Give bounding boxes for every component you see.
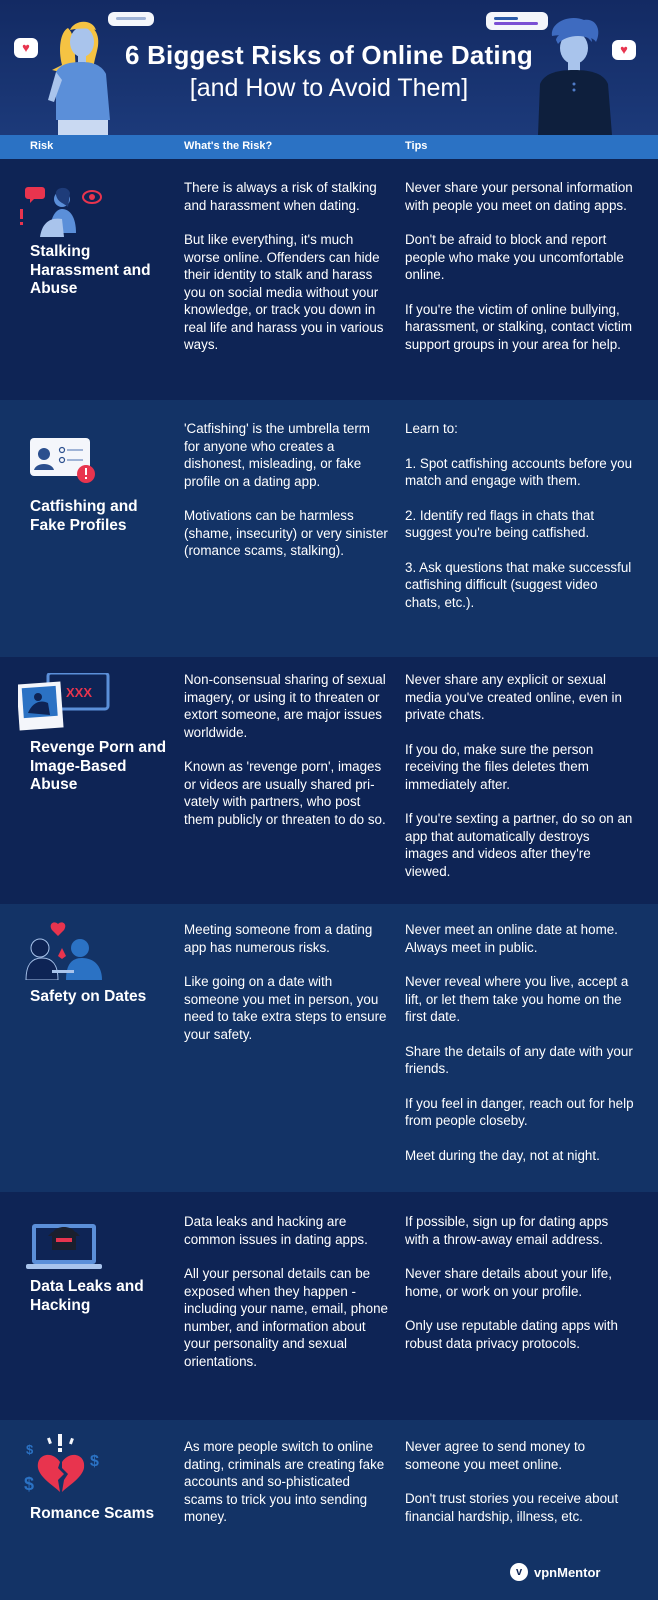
paragraph: Don't be afraid to block and report people who make you uncomfortable online. (405, 232, 624, 282)
paragraph: Never meet an online date at home. Always meet in public. (405, 922, 618, 955)
id-card-icon (30, 438, 100, 486)
brand-logo[interactable] (510, 1563, 600, 1581)
stalking-icon (16, 177, 106, 237)
paragraph: Share the details of any date with your friends. (405, 1043, 633, 1076)
paragraph: If possible, sign up for dating apps with a throw-away email address. (405, 1214, 609, 1247)
table-row (0, 1192, 658, 1420)
risk-name: Data Leaks and Hacking (30, 1278, 144, 1314)
risk-name: Revenge Porn and Image-Based Abuse (30, 739, 167, 793)
paragraph: 'Catfishing' is the umbrella term for anyone who creates a dishonest, misleading, or fake profile on a dating app. (184, 421, 370, 489)
broken-heart-icon (20, 1432, 110, 1494)
risk-name: Romance Scams (30, 1505, 155, 1522)
paragraph: Data leaks and hacking are common issues in dating apps. (184, 1214, 368, 1247)
tips-list (405, 179, 635, 370)
paragraph: Never reveal where you live, accept a lift, or let them take you home on the first date. (405, 974, 629, 1024)
paragraph: If you're the victim of online bullying, harassment, or stalking, contact victim support groups in your area for help. (405, 301, 632, 352)
paragraph: 3. Ask questions that make successful catfishing difficult (suggest video chats, etc.). (405, 559, 632, 610)
svg-text:$: $ (24, 1474, 35, 1494)
svg-text:$: $ (26, 1442, 34, 1457)
paragraph: Never share any explicit or sexual media you've created online, even in private chats. (405, 672, 622, 722)
chat-bubble-icon (486, 12, 548, 30)
paragraph: Don't trust stories you receive about financial hardship, illness, etc. (405, 1491, 619, 1524)
page-subtitle: [and How to Avoid Them] (189, 74, 469, 102)
column-header-tips: Tips (405, 140, 428, 152)
risk-description (184, 671, 389, 845)
table-row (0, 904, 658, 1192)
column-header-risk: Risk (30, 140, 54, 152)
column-header-what: What's the Risk? (184, 140, 273, 152)
paragraph: Meeting someone from a dating app has numerous risks. (184, 922, 373, 955)
paragraph: As more people switch to online dating, criminals are creating fake accounts and so-phisticated scams to trick you into sending money. (184, 1439, 385, 1524)
risk-description (184, 1213, 389, 1387)
tips-list (405, 1213, 635, 1369)
couple-icon (22, 920, 107, 980)
photo-icon (18, 673, 113, 733)
svg-text:XXX: XXX (66, 685, 93, 700)
header (0, 0, 658, 135)
paragraph: Never agree to send money to someone you meet online. (405, 1439, 586, 1472)
tips-list (405, 921, 635, 1181)
paragraph: If you do, make sure the person receiving the files deletes them immediately after. (405, 741, 594, 792)
table-row (0, 159, 658, 400)
heart-icon: ♥ (612, 40, 636, 60)
tips-list (405, 671, 635, 897)
paragraph: Never share details about your life, home, or work on your profile. (405, 1266, 612, 1299)
paragraph: Non-consensual sharing of sexual imagery, or using it to threaten or extort someone, are major issues worldwide. (184, 672, 386, 740)
tips-list (405, 420, 635, 628)
svg-text:$: $ (90, 1453, 99, 1470)
brand-name: vpnMentor (534, 1564, 601, 1580)
risk-description (184, 179, 389, 371)
paragraph: 2. Identify red flags in chats that suggest you're being catfished. (405, 507, 595, 540)
paragraph: Only use reputable dating apps with robust data privacy protocols. (405, 1318, 618, 1351)
woman-illustration (30, 10, 120, 135)
vpnmentor-logo-icon: v (510, 1563, 528, 1581)
paragraph: There is always a risk of stalking and harassment when dating. (184, 180, 377, 213)
risk-name: Stalking Harassment and Abuse (30, 243, 151, 297)
risk-name: Safety on Dates (30, 988, 147, 1005)
chat-bubble-icon (108, 12, 154, 26)
paragraph: Known as 'revenge porn', images or videos are usually shared pri-vately with partners, who post them publicly or threaten to do so. (184, 759, 386, 827)
table-row (0, 657, 658, 904)
paragraph: If you're sexting a partner, do so on an app that automatically destroys images and videos after they're viewed. (405, 811, 633, 879)
paragraph: Like going on a date with someone you met in person, you need to take extra steps to ensure your safety. (184, 974, 387, 1042)
table-row (0, 400, 658, 657)
hacker-laptop-icon (22, 1210, 112, 1272)
paragraph: Learn to: (405, 421, 458, 436)
paragraph: If you feel in danger, reach out for help from people closeby. (405, 1095, 634, 1128)
page-title: 6 Biggest Risks of Online Dating (124, 40, 534, 70)
paragraph: Meet during the day, not at night. (405, 1147, 600, 1163)
risk-description (184, 921, 389, 1060)
man-illustration (530, 14, 620, 135)
paragraph: 1. Spot catfishing accounts before you match and engage with them. (405, 455, 633, 488)
tips-list (405, 1438, 635, 1542)
risk-description (184, 420, 389, 577)
risk-description (184, 1438, 389, 1543)
paragraph: Motivations can be harmless (shame, insecurity) or very sinister (romance scams, stalking). (184, 508, 388, 558)
paragraph: All your personal details can be exposed when they happen - including your name, email, phone number, and information about your personality and sexual orientations. (184, 1266, 388, 1369)
column-header-bar (0, 135, 658, 159)
heart-icon: ♥ (14, 38, 38, 58)
paragraph: But like everything, it's much worse online. Offenders can hide their identity to stalk and harass you on social media without your knowledge, or track you down in real life and harass you in various ways. (184, 232, 384, 352)
paragraph: Never share your personal information with people you meet on dating apps. (405, 180, 633, 213)
risk-name: Catfishing and Fake Profiles (30, 498, 138, 534)
